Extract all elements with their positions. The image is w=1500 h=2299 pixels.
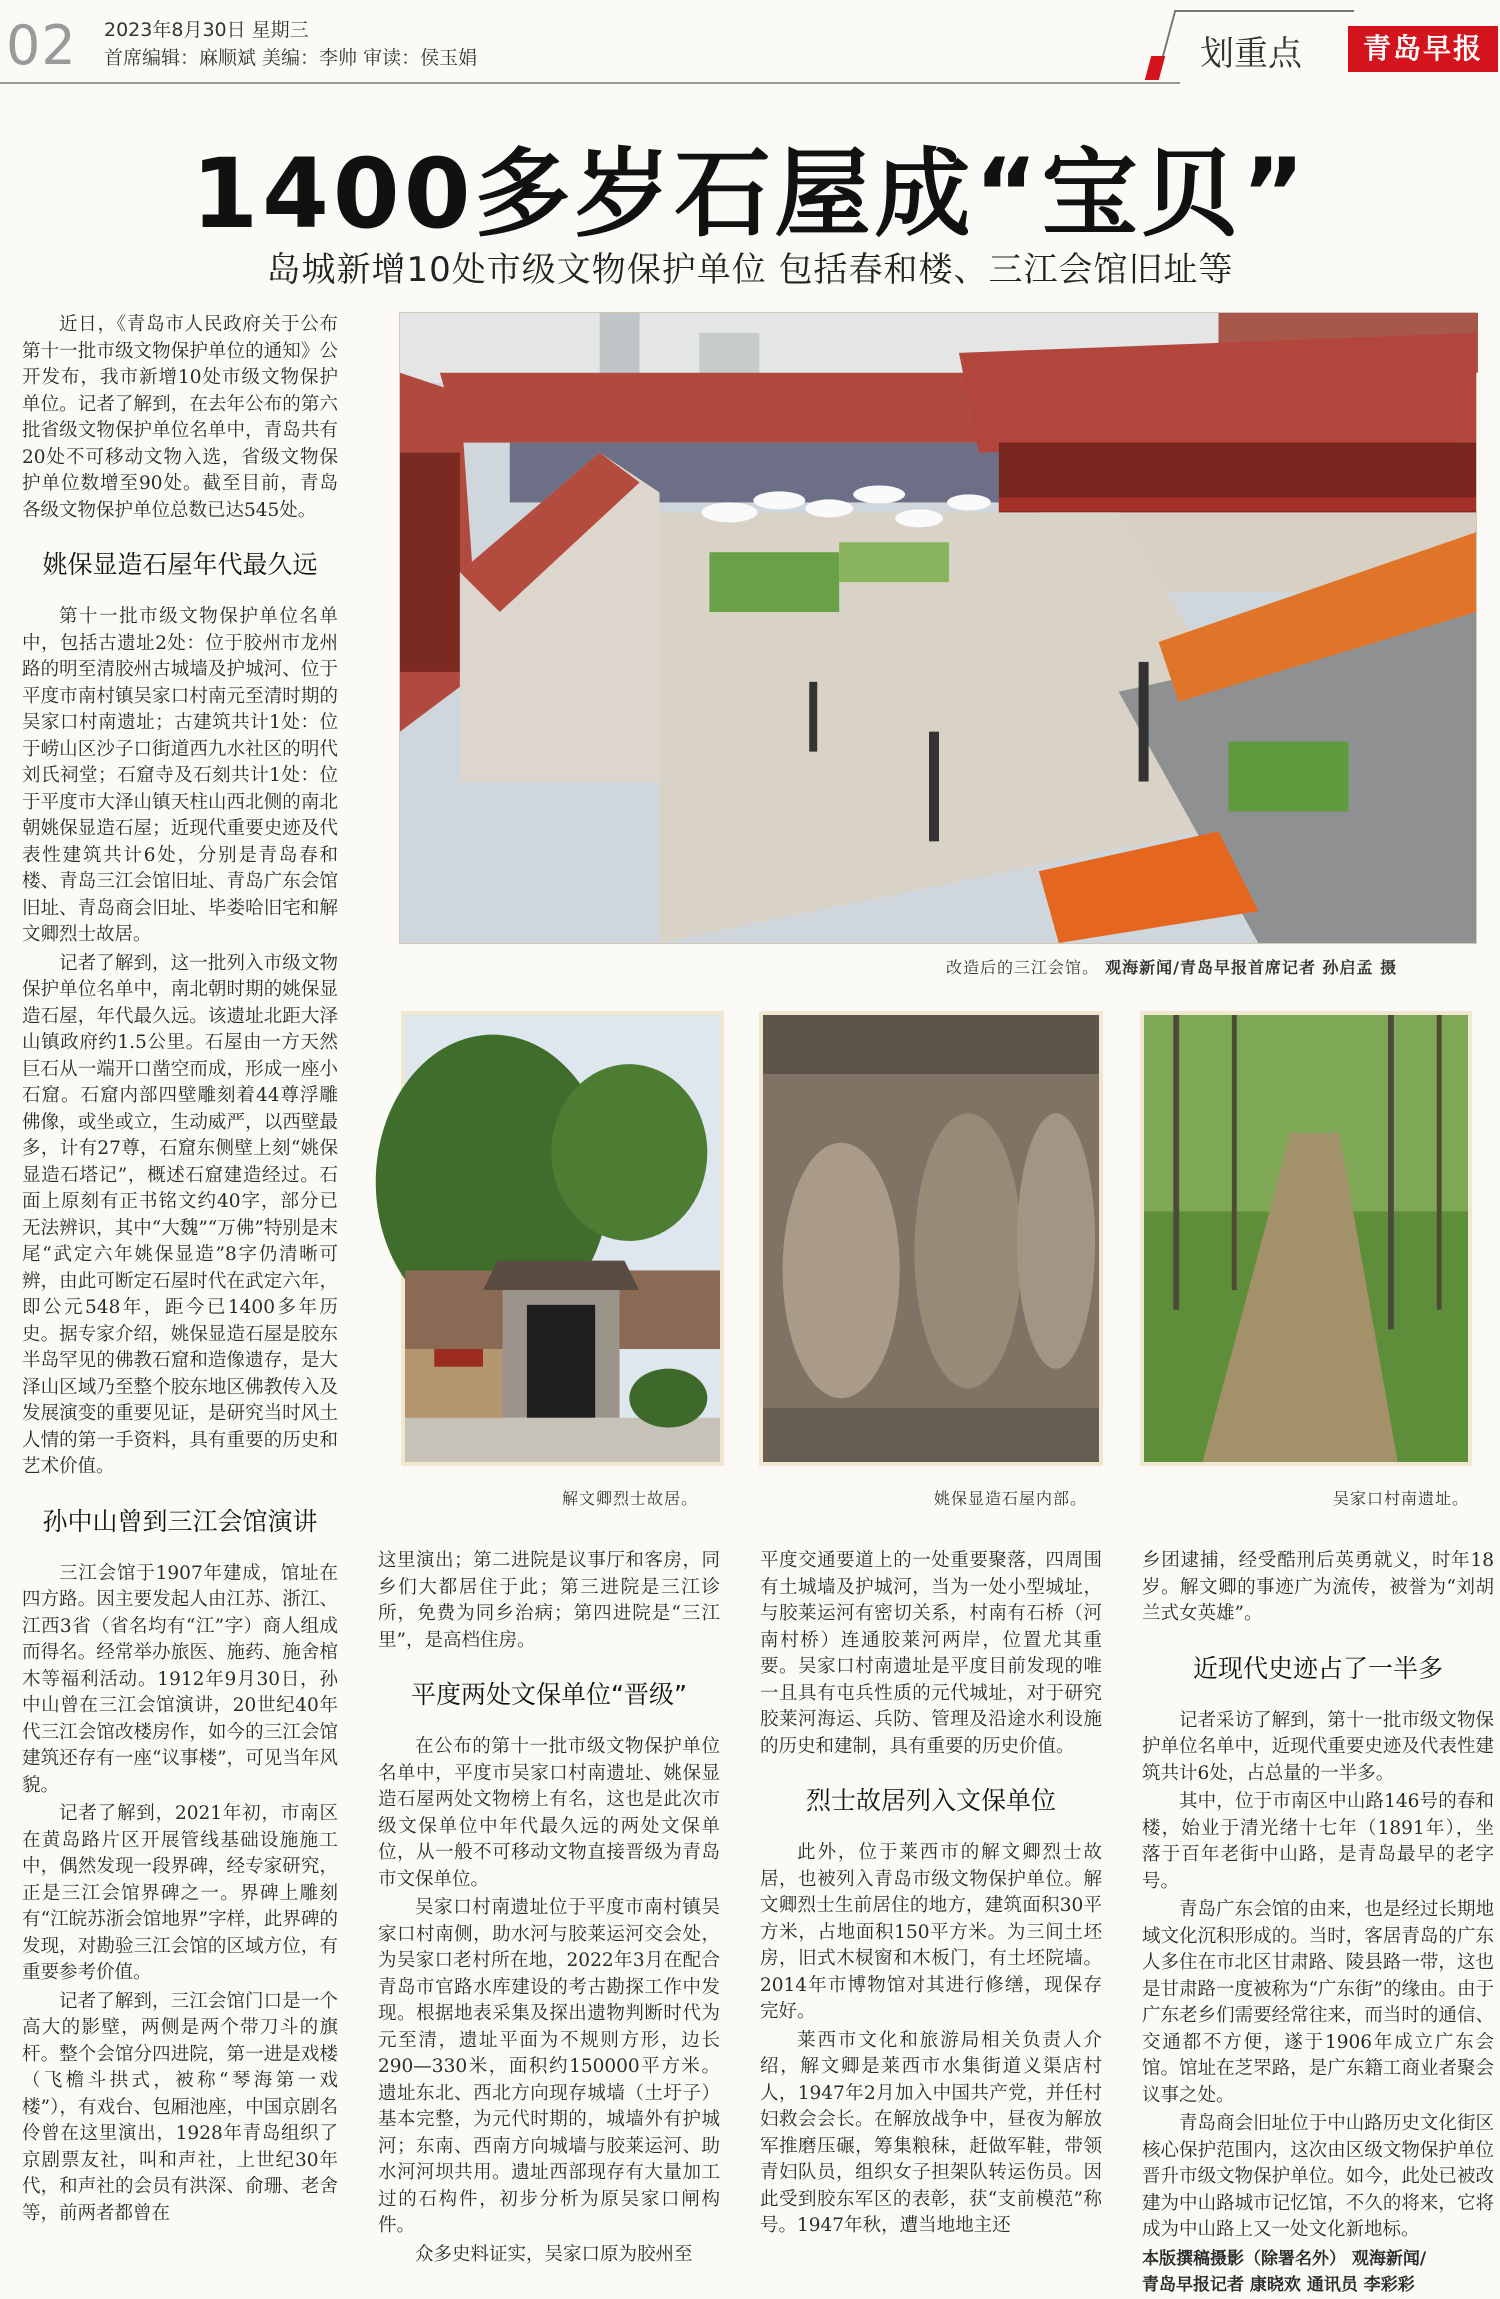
photo-wujiakou-south-site (1140, 1011, 1472, 1466)
body-paragraph: 青岛广东会馆的由来，也是经过长期地域文化沉积形成的。当时，客居青岛的广东人多住在市北区甘肃路、陵县路一带，这也是甘肃路一度被称为“广东街”的缘由。由于广东老乡们需要经常往来，而当时的通信、交通都不方便，遂于1906年成立广东会馆。馆址在芝罘路，是广东籍工商业者聚会议事之处。 (1142, 1899, 1494, 2106)
photo-xie-wenqing-residence (401, 1011, 724, 1466)
intro-paragraph: 近日，《青岛市人民政府关于公布第十一批市级文物保护单位的通知》公开发布，我市新增10处市级文物保护单位。记者了解到，在去年公布的第六批省级文物保护单位名单中，青岛共有20处不可移动文物入选，省级文物保护单位数增至90处。截至目前，青岛各级文物保护单位总数已达545处。 (22, 314, 338, 521)
section-label: 划重点 (1200, 34, 1302, 74)
article-column-3 (760, 1548, 1102, 2243)
date-line: 2023年8月30日 星期三 (104, 19, 309, 41)
body-paragraph: 此外，位于莱西市的解文卿烈士故居，也被列入青岛市级文物保护单位。解文卿烈士生前居住的地方，建筑面积30平方米，占地面积150平方米。为三间土坯房，旧式木棂窗和木板门，有土坯院墙。2014年市博物馆对其进行修缮，现保存完好。 (760, 1842, 1102, 2022)
page-number: 02 (6, 14, 77, 77)
masthead (0, 0, 1500, 90)
body-paragraph: 众多史料证实，吴家口原为胶州至 (415, 2243, 693, 2265)
editors-line: 首席编辑：麻顺斌 美编：李帅 审读：侯玉娟 (104, 47, 478, 69)
main-photo-sanjiang-hall (399, 312, 1477, 944)
main-photo-caption: 改造后的三江会馆。 观海新闻/青岛早报首席记者 孙启孟 摄 (946, 958, 1398, 977)
photo-yao-baoxian-stone-house (759, 1011, 1103, 1466)
header-rule (0, 82, 1180, 84)
subheadline: 岛城新增10处市级文物保护单位 包括春和楼、三江会馆旧址等 (266, 250, 1234, 290)
body-paragraph: 记者了解到，2021年初，市南区在黄岛路片区开展管线基础设施施工中，偶然发现一段界碑，经专家研究，正是三江会馆界碑之一。界碑上雕刻有“江皖苏浙会馆地界”字样，此界碑的发现，对勘验三江会馆的区域方位，有重要参考价值。 (22, 1803, 338, 1983)
body-paragraph: 记者了解到，三江会馆门口是一个高大的影壁，两侧是两个带刀斗的旗杆。整个会馆分四进院，第一进是戏楼（飞檐斗拱式，被称“琴海第一戏楼”），有戏台、包厢池座，中国京剧名伶曾在这里演出，1928年青岛组织了京剧票友社，叫和声社，上世纪30年代，和声社的会员有洪深、俞珊、老舍等，前两者都曾在 (22, 1990, 338, 2224)
body-paragraph: 在公布的第十一批市级文物保护单位名单中，平度市吴家口村南遗址、姚保显造石屋两处文物榜上有名，这也是此次市级文保单位中年代最久远的两处文保单位，从一般不可移动文物直接晋级为青岛市文保单位。 (378, 1736, 720, 1890)
body-paragraph: 青岛商会旧址位于中山路历史文化街区核心保护范围内，这次由区级文物保护单位晋升市级文物保护单位。如今，此处已被改建为中山路城市记忆馆，不久的将来，它将成为中山路上又一处文化新地标。 (1142, 2113, 1494, 2240)
body-paragraph: 吴家口村南遗址位于平度市南村镇吴家口村南侧，助水河与胶莱运河交会处，为吴家口老村所在地，2022年3月在配合青岛市官路水库建设的考古勘探工作中发现。根据地表采集及探出遗物判断时代为元至清，遗址平面为不规则方形，边长290—330米，面积约150000平方米。遗址东北、西北方向现存城墙（土圩子）基本完整，为元代时期的，城墙外有护城河；东南、西南方向城墙与胶莱运河、助水河河坝共用。遗址西部现存有大量加工过的石构件，初步分析为原吴家口闸构件。 (378, 1897, 720, 2236)
body-paragraph: 乡团逮捕，经受酷刑后英勇就义，时年18岁。解文卿的事迹广为流传，被誉为“刘胡兰式女英雄”。 (1142, 1550, 1494, 1624)
body-paragraph: 这里演出；第二进院是议事厅和客房，同乡们大都居住于此；第三进院是三江诊所，免费为同乡治病；第四进院是“三江里”，是高档住房。 (378, 1550, 720, 1651)
body-paragraph: 莱西市文化和旅游局相关负责人介绍，解文卿是莱西市水集街道义渠店村人，1947年2月加入中国共产党，并任村妇救会会长。在解放战争中，昼夜为解放军推磨压碾，筹集粮秣，赶做军鞋，带领青妇队员，组织女子担架队转运伤员。因此受到胶东军区的表彰，获“支前模范”称号。1947年秋，遭当地地主还 (760, 2029, 1102, 2236)
main-photo-credit: 观海新闻/青岛早报首席记者 孙启孟 摄 (1105, 958, 1398, 977)
article-column-2 (378, 1548, 720, 2265)
section-heading-yao-baoxian: 姚保显造石屋年代最久远 (42, 550, 318, 579)
section-heading-martyr-residence: 烈士故居列入文保单位 (805, 1786, 1056, 1815)
body-paragraph: 平度交通要道上的一处重要聚落，四周围有土城墙及护城河，当为一处小型城址，与胶莱运河有密切关系，村南有石桥（河南村桥）连通胶莱河两岸，位置尤其重要。吴家口村南遗址是平度目前发现的唯一且具有屯兵性质的元代城址，对于研究胶莱河海运、兵防、管理及沿途水利设施的历史和建制，具有重要的历史价值。 (760, 1550, 1102, 1757)
site-illustration (1144, 1015, 1468, 1462)
issue-info (104, 16, 477, 72)
body-paragraph: 记者采访了解到，第十一批市级文物保护单位名单中，近现代重要史迹及代表性建筑共计6处，占总量的一半多。 (1142, 1709, 1494, 1784)
brand-logo: 青岛早报 (1348, 26, 1498, 72)
section-heading-sun-yatsen: 孙中山曾到三江会馆演讲 (42, 1506, 318, 1536)
residence-illustration (405, 1015, 720, 1462)
headline: 1400多岁石屋成“宝贝” (191, 138, 1309, 250)
courtyard-illustration (400, 313, 1476, 943)
article-column-4 (1142, 1548, 1494, 2295)
body-paragraph: 其中，位于市南区中山路146号的春和楼，始业于清光绪十七年（1891年），坐落于百年老街中山路，是青岛最早的老字号。 (1142, 1791, 1494, 1892)
body-paragraph: 三江会馆于1907年建成，馆址在四方路。因主要发起人由江苏、浙江、江西3省（省名均有“江”字）商人组成而得名。经常举办旅医、施药、施舍棺木等福利活动。1912年9月30日，孙中山曾在三江会馆演讲，20世纪40年代三江会馆改楼房作，如今的三江会馆建筑还存有一座“议事楼”，可见当年风貌。 (22, 1562, 338, 1796)
body-paragraph: 记者了解到，这一批列入市级文物保护单位名单中，南北朝时期的姚保显造石屋，年代最久远。该遗址北距大泽山镇政府约1.5公里。石屋由一方天然巨石从一端开口凿空而成，形成一座小石窟。石窟内部四壁雕刻着44尊浮雕佛像，或坐或立，生动威严，以西壁最多，计有27尊，石窟东侧壁上刻“姚保显造石塔记”，概述石窟建造经过。石面上原刻有正书铭文约40字，部分已无法辨识，其中“大魏”“万佛”特别是末尾“武定六年姚保显造”8字仍清晰可辨，由此可断定石屋时代在武定六年，即公元548年，距今已1400多年历史。据专家介绍，姚保显造石屋是胶东半岛罕见的佛教石窟和造像遗存，是大泽山区域乃至整个胶东地区佛教传入及发展演变的重要见证，是研究当时风土人情的第一手资料，具有重要的历史和艺术价值。 (22, 952, 338, 1477)
body-paragraph: 第十一批市级文物保护单位名单中，包括古遗址2处：位于胶州市龙州路的明至清胶州古城墙及护城河、位于平度市南村镇吴家口村南元至清时期的吴家口村南遗址；古建筑共计1处：位于崂山区沙子口街道西九水社区的明代刘氏祠堂；石窟寺及石刻共计1处：位于平度市大泽山镇天柱山西北侧的南北朝姚保显造石屋；近现代重要史迹及代表性建筑共计6处，分别是青岛春和楼、青岛三江会馆旧址、青岛广东会馆旧址、青岛商会旧址、毕娄哈旧宅和解文卿烈士故居。 (22, 606, 338, 945)
photo2-caption: 姚保显造石屋内部。 (934, 1489, 1088, 1508)
section-heading-modern-sites: 近现代史迹占了一半多 (1192, 1653, 1443, 1683)
photo3-caption: 吴家口村南遗址。 (1333, 1489, 1470, 1508)
section-heading-pingdu: 平度两处文保单位“晋级” (411, 1680, 687, 1709)
grotto-illustration (763, 1015, 1099, 1462)
byline: 本版撰稿摄影（除署名外） 观海新闻/ 青岛早报记者 康晓欢 通讯员 李彩彩 (1142, 2248, 1427, 2295)
photo1-caption: 解文卿烈士故居。 (562, 1489, 699, 1508)
article-column-1 (22, 312, 338, 2243)
